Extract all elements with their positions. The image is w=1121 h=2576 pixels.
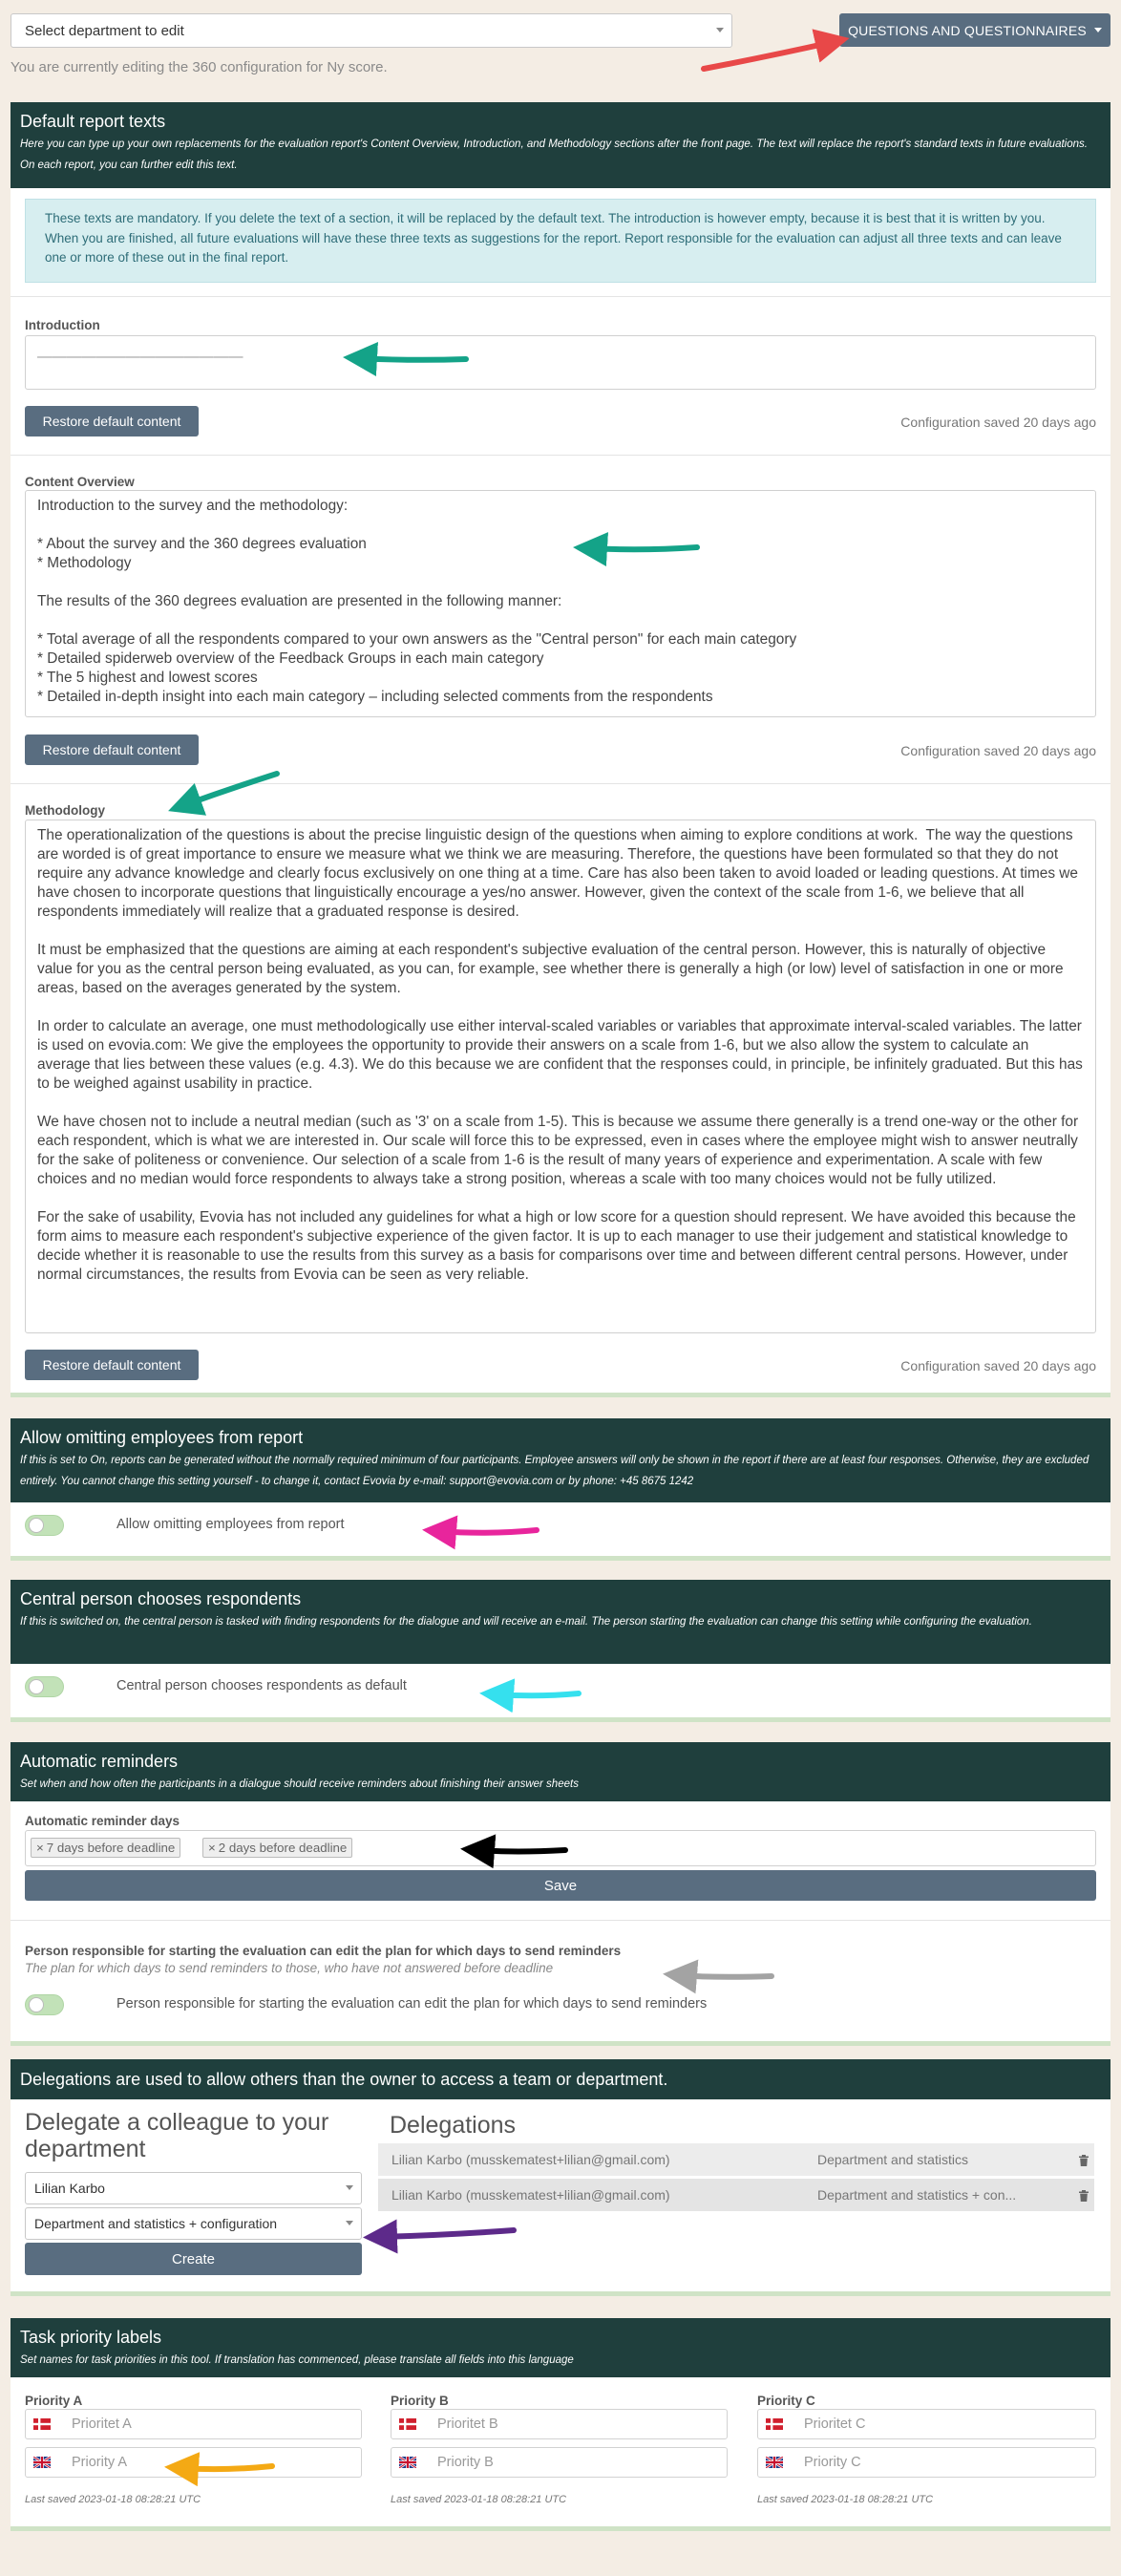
uk-flag-icon — [33, 2457, 51, 2468]
content-overview-label: Content Overview — [25, 475, 135, 489]
report-texts-header — [11, 102, 1110, 188]
priority-c-english-input[interactable] — [757, 2447, 1096, 2478]
introduction-label: Introduction — [25, 318, 100, 332]
priority-a-saved-status: Last saved 2023-01-18 08:28:21 UTC — [25, 2494, 201, 2505]
content-overview-saved-status: Configuration saved 20 days ago — [900, 743, 1096, 758]
introduction-textarea[interactable]: —————————————— — [25, 335, 1096, 390]
chevron-down-icon — [346, 2221, 353, 2225]
priority-a-label: Priority A — [25, 2394, 83, 2408]
table-row — [378, 2143, 1094, 2176]
panel-title: Default report texts — [20, 112, 166, 131]
reminder-chip-label: 2 days before deadline — [218, 1840, 348, 1855]
restore-methodology-button[interactable]: Restore default content — [25, 1350, 199, 1380]
table-row — [378, 2179, 1094, 2211]
reminders-header — [11, 1742, 1110, 1801]
panel-subtitle: Set when and how often the participants in a dialogue should receive reminders about finishing their answer sheets — [20, 1778, 579, 1790]
report-texts-panel — [11, 102, 1110, 1397]
reminder-chip[interactable] — [202, 1838, 352, 1858]
priority-b-label: Priority B — [391, 2394, 449, 2408]
uk-flag-icon — [399, 2457, 416, 2468]
delegation-person: Lilian Karbo (musskematest+lilian@gmail.com) — [391, 2152, 670, 2167]
scope-select[interactable] — [25, 2207, 362, 2240]
priority-a-english-input[interactable] — [25, 2447, 362, 2478]
uk-flag-icon — [766, 2457, 783, 2468]
delegations-table — [378, 2143, 1104, 2212]
content-overview-textarea[interactable]: Introduction to the survey and the methodology: * About the survey and the 360 degrees evaluation * Methodology The results of the 360 degrees evaluation are presented in the following manner: * Total average of all the respondents compared to your own answers as the "Central person" for each main category * Detailed spiderweb overview of the Feedback Groups in each main category * The 5 highest and lowest scores * Detailed in-depth insight into each main category – including selected comments from the respondents — [25, 490, 1096, 717]
scope-select-value: Department and statistics + configuration — [34, 2216, 278, 2231]
close-icon[interactable]: × — [208, 1840, 216, 1855]
department-select[interactable] — [11, 13, 732, 48]
delegations-panel — [11, 2059, 1110, 2296]
colleague-select-value: Lilian Karbo — [34, 2181, 105, 2196]
priority-b-danish-input[interactable] — [391, 2409, 728, 2439]
central-person-toggle[interactable] — [25, 1676, 64, 1697]
plan-edit-toggle[interactable] — [25, 1994, 64, 2015]
editing-note: You are currently editing the 360 configuration for Ny score. — [11, 59, 388, 75]
panel-title: Delegations are used to allow others than the owner to access a team or department. — [20, 2070, 668, 2089]
methodology-label: Methodology — [25, 803, 105, 818]
mandatory-alert: These texts are mandatory. If you delete the text of a section, it will be replaced by the default text. The introduction is however empty, because it is best that it is written by you. When you are finished, all future evaluations will have these three texts as suggestions for the report. Report responsible for the evaluation can adjust all three texts and can leave one or more of these out in the final report. — [25, 199, 1096, 283]
priority-c-label: Priority C — [757, 2394, 815, 2408]
close-icon[interactable]: × — [36, 1840, 44, 1855]
panel-subtitle: Here you can type up your own replacements for the evaluation report's Content Overview, Introduction, and Methodology sections after the front page. The text will replace the report's standard texts in future evaluations. On each report, you can further edit this text. — [20, 138, 1088, 171]
toggle-knob — [29, 1997, 44, 2012]
danish-flag-icon — [33, 2418, 51, 2430]
reminders-panel — [11, 1742, 1110, 2046]
reminder-days-label: Automatic reminder days — [25, 1814, 180, 1828]
omit-employees-toggle[interactable] — [25, 1515, 64, 1536]
panel-title: Automatic reminders — [20, 1752, 179, 1771]
priority-b-saved-status: Last saved 2023-01-18 08:28:21 UTC — [391, 2494, 567, 2505]
priority-c-english-value: Priority C — [804, 2455, 861, 2470]
priority-b-english-value: Priority B — [437, 2455, 494, 2470]
central-person-panel — [11, 1580, 1110, 1722]
save-reminders-button[interactable]: Save — [25, 1870, 1096, 1901]
methodology-textarea[interactable]: The operationalization of the questions is about the precise linguistic design of the questions when aiming to explore conditions at work. The way the questions are worded is of great importance to ensure we measure what we think we are measuring. Therefore, the questions have been formulated so that they do not require any advance knowledge and clearly focus exclusively on one thing at a time. Care has also been taken to avoid loaded or leading questions. At times we have chosen to incorporate questions that linguistically encourage a yes/no answer. However, given the context of the scale from 1-6, we believe that all respondents immediately will realize that a graduated response is desired. It must be emphasized that the questions are aiming at each respondent's subjective evaluation of the central person. However, this is naturally of objective value for you as the central person being evaluated, as you can, for example, see whether there is generally a high (or low) level of satisfaction in one or more areas, based on the averages generated by the system. In order to calculate an average, one must methodologically use either interval-scaled variables or variables that approximate interval-scaled variables. The latter is used on evovia.com: We give the employees the opportunity to provide their answers on a scale from 1-6, but we also allow the system to calculate an average that lies between these values (e.g. 4.3). We do this because we are confident that the responses could, in principle, be infinitely graduated. But this has to be weighed against usability in practice. We have chosen not to include a neutral median (such as '3' on a scale from 1-5). This is because we assume there generally is a trend one-way or the other for each respondent, which is what we are interested in. Our scale will force this to be expressed, even in cases where the employee might wish to answer neutrally for the sake of politeness or convenience. Our selection of a scale from 1-6 is the result of many years of experience and experimentation. A scale with few choices and no median would force respondents to always take a strong position, whereas a scale with too many choices would not be fully utilized. For the sake of usability, Evovia has not included any guidelines for what a high or low score for a question should represent. We have avoided this because the form aims to measure each respondent's subjective experience of the given factor. It is up to each manager to use their judgement and statistical knowledge to decide whether it is reasonable to use the results from this survey as a basis for comparisons over time and between different central persons. However, under normal circumstances, the results from Evovia can be seen as very reliable. — [25, 820, 1096, 1333]
trash-icon[interactable] — [1079, 2154, 1089, 2165]
toggle-knob — [29, 1518, 44, 1533]
priority-c-saved-status: Last saved 2023-01-18 08:28:21 UTC — [757, 2494, 934, 2505]
omit-employees-toggle-label: Allow omitting employees from report — [116, 1517, 345, 1532]
panel-title: Central person chooses respondents — [20, 1589, 302, 1608]
questions-button-label: QUESTIONS AND QUESTIONNAIRES — [848, 22, 1087, 38]
trash-icon[interactable] — [1079, 2189, 1089, 2201]
introduction-saved-status: Configuration saved 20 days ago — [900, 415, 1096, 430]
priority-c-danish-value: Prioritet C — [804, 2416, 866, 2432]
priority-c-danish-input[interactable] — [757, 2409, 1096, 2439]
delegation-scope: Department and statistics + con... — [817, 2187, 1017, 2203]
plan-subtitle: The plan for which days to send reminders to those, who have not answered before deadline — [25, 1961, 554, 1975]
chevron-down-icon — [346, 2185, 353, 2190]
priority-a-danish-value: Prioritet A — [72, 2416, 132, 2432]
reminder-chip[interactable] — [31, 1838, 180, 1858]
priorities-panel — [11, 2318, 1110, 2531]
priority-a-english-value: Priority A — [72, 2455, 128, 2470]
panel-title: Allow omitting employees from report — [20, 1428, 304, 1447]
colleague-select[interactable] — [25, 2172, 362, 2204]
danish-flag-icon — [766, 2418, 783, 2430]
panel-subtitle: Set names for task priorities in this tool. If translation has commenced, please translate all fields into this language — [20, 2354, 574, 2366]
delegations-header — [11, 2059, 1110, 2099]
reminder-chip-label: 7 days before deadline — [46, 1840, 176, 1855]
create-delegation-button[interactable]: Create — [25, 2243, 362, 2275]
methodology-saved-status: Configuration saved 20 days ago — [900, 1358, 1096, 1373]
priority-b-english-input[interactable] — [391, 2447, 728, 2478]
danish-flag-icon — [399, 2418, 416, 2430]
priorities-header — [11, 2318, 1110, 2377]
delegations-list-title: Delegations — [390, 2112, 517, 2139]
omit-employees-header — [11, 1418, 1110, 1502]
central-person-header — [11, 1580, 1110, 1664]
restore-content-overview-button[interactable]: Restore default content — [25, 734, 199, 765]
questions-button[interactable] — [839, 13, 1110, 47]
reminder-days-input[interactable] — [25, 1830, 1096, 1866]
panel-subtitle: If this is set to On, reports can be generated without the normally required minimum of four participants. Employee answers will only be shown in the report if there are at least four responses. Otherwise, they are excluded entirely. You cannot change this setting yourself - to change it, contact Evovia by e-mail: support@evovia.com or by phone: +45 8675 1242 — [20, 1455, 1089, 1487]
chevron-down-icon — [716, 28, 724, 32]
delegate-form-title: Delegate a colleague to your department — [25, 2109, 329, 2162]
department-select-value: Select department to edit — [25, 22, 184, 39]
restore-introduction-button[interactable]: Restore default content — [25, 406, 199, 436]
delegation-person: Lilian Karbo (musskematest+lilian@gmail.com) — [391, 2187, 670, 2203]
plan-title: Person responsible for starting the evaluation can edit the plan for which days to send reminders — [25, 1944, 622, 1958]
priority-a-danish-input[interactable] — [25, 2409, 362, 2439]
panel-title: Task priority labels — [20, 2328, 162, 2347]
toggle-knob — [29, 1679, 44, 1694]
priority-b-danish-value: Prioritet B — [437, 2416, 498, 2432]
chevron-down-icon — [1094, 28, 1102, 32]
panel-subtitle: If this is switched on, the central person is tasked with finding respondents for the dialogue and will receive an e-mail. The person starting the evaluation can change this setting while configuring the evaluation. — [20, 1616, 1032, 1628]
central-person-toggle-label: Central person chooses respondents as default — [116, 1678, 407, 1693]
plan-edit-toggle-label: Person responsible for starting the evaluation can edit the plan for which days to send reminders — [116, 1996, 708, 2012]
delegation-scope: Department and statistics — [817, 2152, 968, 2167]
omit-employees-panel — [11, 1418, 1110, 1561]
